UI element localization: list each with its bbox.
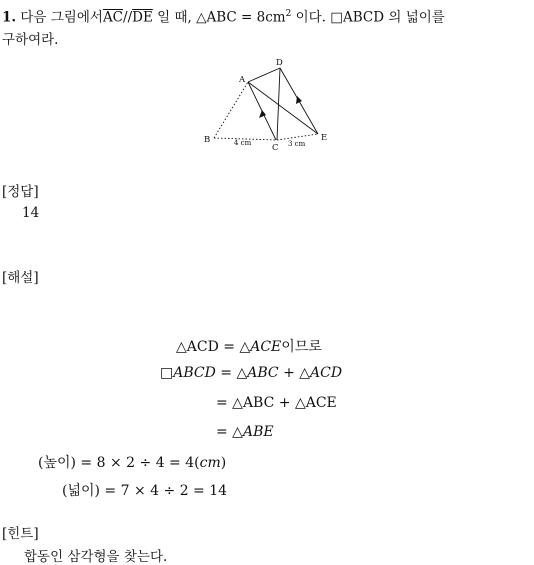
- problem-text-a: 다음 그림에서: [20, 9, 103, 26]
- geometry-figure: [200, 52, 340, 152]
- hint-text: 합동인 삼각형을 찾는다.: [24, 549, 168, 565]
- problem-text-b: 일 때, △ABC = 8cm: [152, 9, 286, 26]
- solution-heading: [해설]: [2, 270, 39, 286]
- solution-line-1: [176, 336, 322, 356]
- label-a: A: [239, 75, 246, 85]
- segment-de: $\overline{DE}$: [132, 9, 153, 26]
- height-close: ): [220, 455, 227, 471]
- solution-line-3: = △ABC + △ACE: [216, 395, 337, 411]
- problem-line-2: 구하여라.: [2, 31, 59, 48]
- problem-statement: [2, 3, 532, 51]
- label-c: C: [272, 143, 279, 152]
- superscript-2: 2: [285, 9, 292, 19]
- problem-text-c: 이다. □ABCD 의 넓이를: [291, 9, 445, 26]
- height-label: (높이): [38, 455, 76, 471]
- sol2-var: ABCD: [173, 365, 216, 381]
- label-b: B: [204, 135, 211, 145]
- sol2-v2: ACD: [310, 365, 343, 381]
- hint-heading: [힌트]: [2, 526, 39, 542]
- parallel-arrow-de: [296, 96, 302, 104]
- sol2-eq: = △: [215, 365, 248, 381]
- label-e: E: [321, 133, 328, 143]
- area-label: (넓이): [62, 483, 100, 499]
- answer-value: 14: [22, 205, 40, 221]
- height-expr: = 8 × 2 ÷ 4 = 4(: [75, 455, 200, 471]
- solution-line-2: [160, 365, 342, 381]
- sol2-v1: ABC: [247, 365, 279, 381]
- segment-ba: [214, 82, 248, 138]
- length-bc: 4 cm: [234, 139, 252, 147]
- answer-heading: [정답]: [2, 184, 39, 200]
- sol4-eq: = △: [216, 424, 243, 440]
- area-line: [62, 480, 227, 500]
- sol2-plus: + △: [278, 365, 311, 381]
- height-unit: cm: [199, 455, 221, 471]
- sol4-var: ABE: [242, 424, 274, 440]
- length-ce: 3 cm: [288, 140, 306, 148]
- segment-ac: $\overline{AC}$: [102, 9, 124, 26]
- sol1-var: ACE: [250, 339, 282, 355]
- parallel-sign: //: [123, 9, 133, 26]
- segment-ae: [248, 82, 318, 134]
- sol2-square: □: [160, 365, 174, 381]
- sol1-eq: = △: [218, 339, 251, 355]
- segment-ad: [248, 68, 280, 82]
- sol1-left: △ACD: [176, 339, 219, 355]
- solution-line-4: [216, 424, 274, 440]
- height-line: [38, 452, 226, 472]
- label-d: D: [276, 58, 283, 68]
- area-expr: = 7 × 4 ÷ 2 = 14: [99, 483, 228, 499]
- sol1-tail: 이므로: [281, 339, 322, 355]
- problem-number: 1.: [2, 9, 17, 26]
